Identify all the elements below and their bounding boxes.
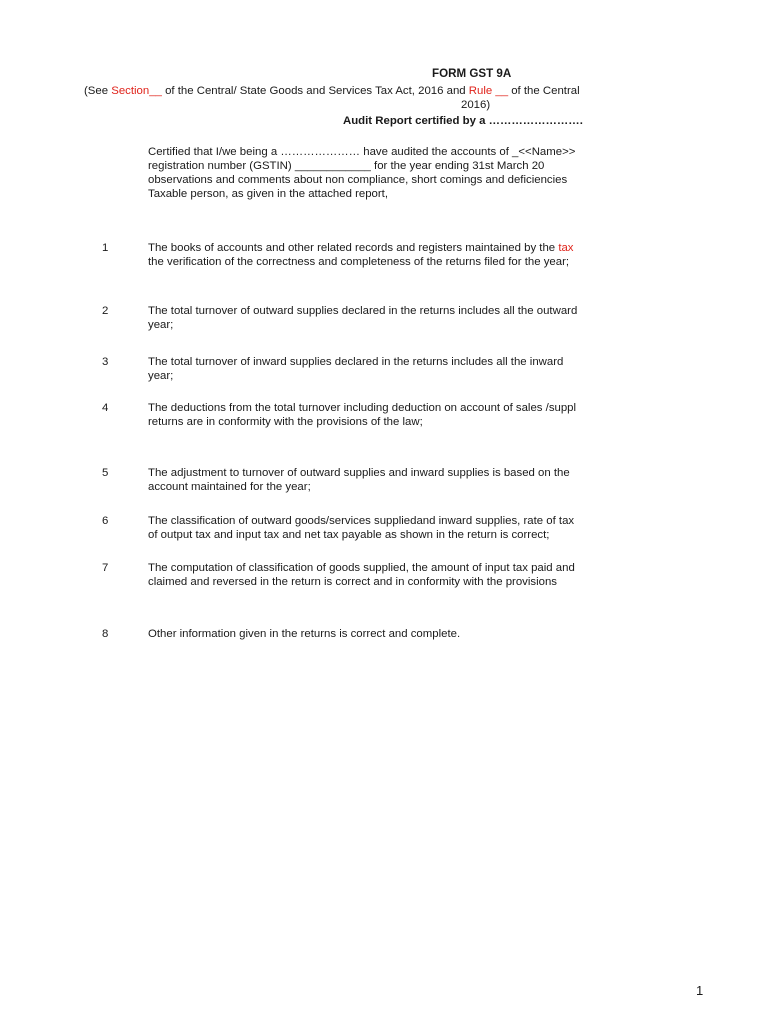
- item-number: 6: [102, 515, 109, 527]
- item-text-line-2: returns are in conformity with the provisions of the law;: [148, 416, 423, 428]
- item-number: 2: [102, 305, 109, 317]
- item-number: 1: [102, 242, 109, 254]
- statutory-reference: [84, 85, 580, 97]
- page-number: 1: [696, 983, 704, 998]
- item-number: 7: [102, 562, 109, 574]
- intro-line: observations and comments about non compliance, short comings and deficiencies: [148, 174, 568, 186]
- see-prefix: (See: [84, 85, 112, 97]
- item-text-line-1: The deductions from the total turnover including deduction on account of sales /suppl: [148, 402, 577, 414]
- item-text: The books of accounts and other related records and registers maintained by the: [148, 242, 559, 254]
- statutory-reference-line-2: 2016): [461, 99, 491, 111]
- item-highlight: tax: [558, 242, 574, 254]
- item-text-line-1: The adjustment to turnover of outward supplies and inward supplies is based on the: [148, 467, 570, 479]
- item-number: 5: [102, 467, 109, 479]
- item-text-line-1: The computation of classification of goods supplied, the amount of input tax paid and: [148, 562, 575, 574]
- intro-line: registration number (GSTIN) ____________ for the year ending 31st March 20: [148, 160, 545, 172]
- section-reference: Section__: [111, 85, 162, 97]
- item-number: 4: [102, 402, 109, 414]
- item-text-line-1: The classification of outward goods/services suppliedand inward supplies, rate of tax: [148, 515, 575, 527]
- item-text-line-2: the verification of the correctness and completeness of the returns filed for the year;: [148, 256, 570, 268]
- intro-line: Certified that I/we being a ………………… have audited the accounts of _<<Name>>: [148, 146, 576, 158]
- item-number: 8: [102, 628, 109, 640]
- item-text-line-2: of output tax and input tax and net tax payable as shown in the return is correct;: [148, 529, 550, 541]
- item-text-line-2: year;: [148, 370, 174, 382]
- item-text-line-1: The total turnover of outward supplies declared in the returns includes all the outward: [148, 305, 578, 317]
- item-text-line-2: claimed and reversed in the return is correct and in conformity with the provisions: [148, 576, 557, 588]
- audit-heading: Audit Report certified by a …………………….: [343, 115, 583, 127]
- item-text-line-1: Other information given in the returns is correct and complete.: [148, 628, 461, 640]
- rule-reference: Rule __: [468, 85, 509, 97]
- item-text-line-2: year;: [148, 319, 174, 331]
- item-number: 3: [102, 356, 109, 368]
- see-middle: of the Central/ State Goods and Services Tax Act, 2016 and: [161, 85, 469, 97]
- item-text-line-2: account maintained for the year;: [148, 481, 311, 493]
- see-suffix: of the Central: [508, 85, 580, 97]
- intro-line: Taxable person, as given in the attached report,: [148, 188, 388, 200]
- item-text-line-1: The total turnover of inward supplies declared in the returns includes all the inward: [148, 356, 564, 368]
- item-text-line-1: [148, 241, 574, 255]
- form-title: FORM GST 9A: [432, 67, 512, 80]
